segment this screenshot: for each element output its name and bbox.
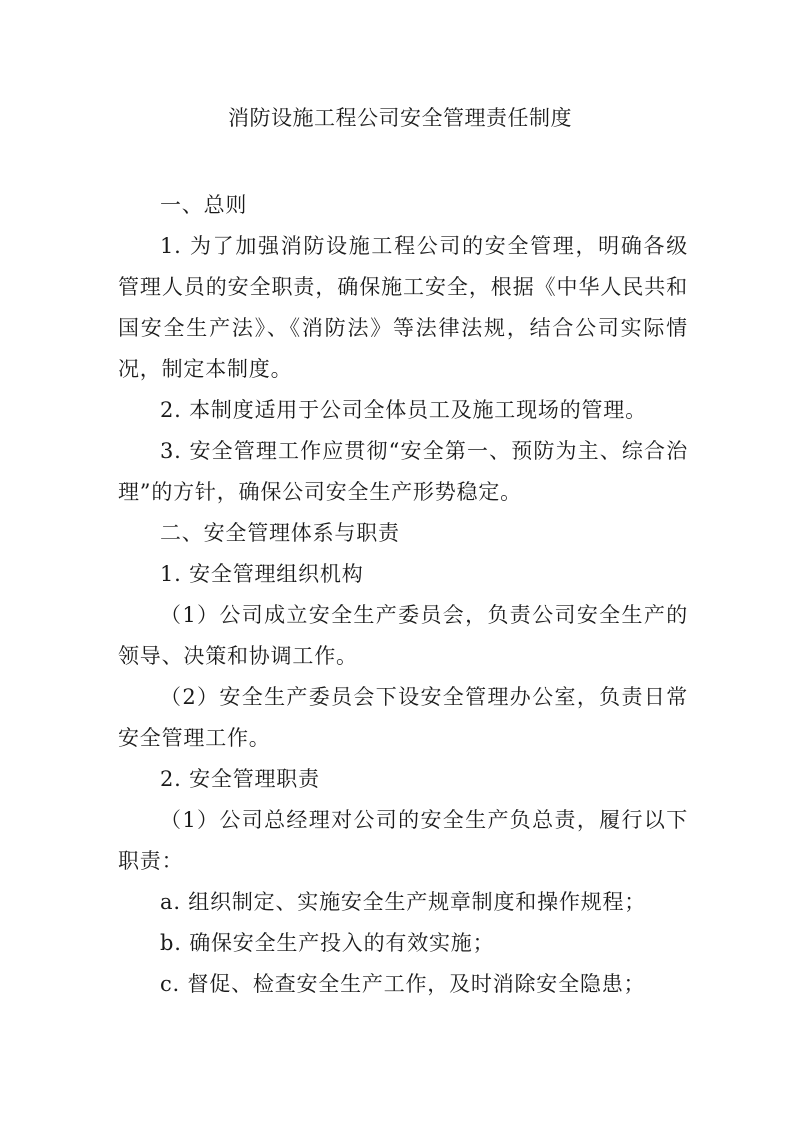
section-heading-system: 二、安全管理体系与职责 — [160, 521, 400, 545]
section-heading-general: 一、总则 — [160, 193, 248, 217]
paragraph: 3. 安全管理工作应贯彻“安全第一、预防为主、综合治理”的方针，确保公司安全生产形势稳定。 — [118, 439, 688, 504]
paragraph: （2）安全生产委员会下设安全管理办公室，负责日常安全管理工作。 — [118, 685, 688, 750]
document-body — [118, 185, 688, 1005]
list-item: a. 组织制定、实施安全生产规章制度和操作规程； — [160, 890, 647, 914]
list-item: c. 督促、检查安全生产工作，及时消除安全隐患； — [160, 972, 646, 996]
paragraph: （1）公司总经理对公司的安全生产负总责，履行以下职责： — [118, 808, 688, 873]
paragraph: 1. 为了加强消防设施工程公司的安全管理，明确各级管理人员的安全职责，确保施工安全，根据《中华人民共和国安全生产法》、《消防法》等法律法规，结合公司实际情况，制定本制度。 — [118, 234, 688, 381]
paragraph: （1）公司成立安全生产委员会，负责公司安全生产的领导、决策和协调工作。 — [118, 603, 688, 668]
subsection-heading: 1. 安全管理组织机构 — [160, 562, 364, 586]
subsection-heading: 2. 安全管理职责 — [160, 767, 320, 791]
paragraph: 2. 本制度适用于公司全体员工及施工现场的管理。 — [160, 398, 647, 422]
list-item: b. 确保安全生产投入的有效实施； — [160, 931, 495, 955]
document-title: 消防设施工程公司安全管理责任制度 — [228, 106, 572, 130]
